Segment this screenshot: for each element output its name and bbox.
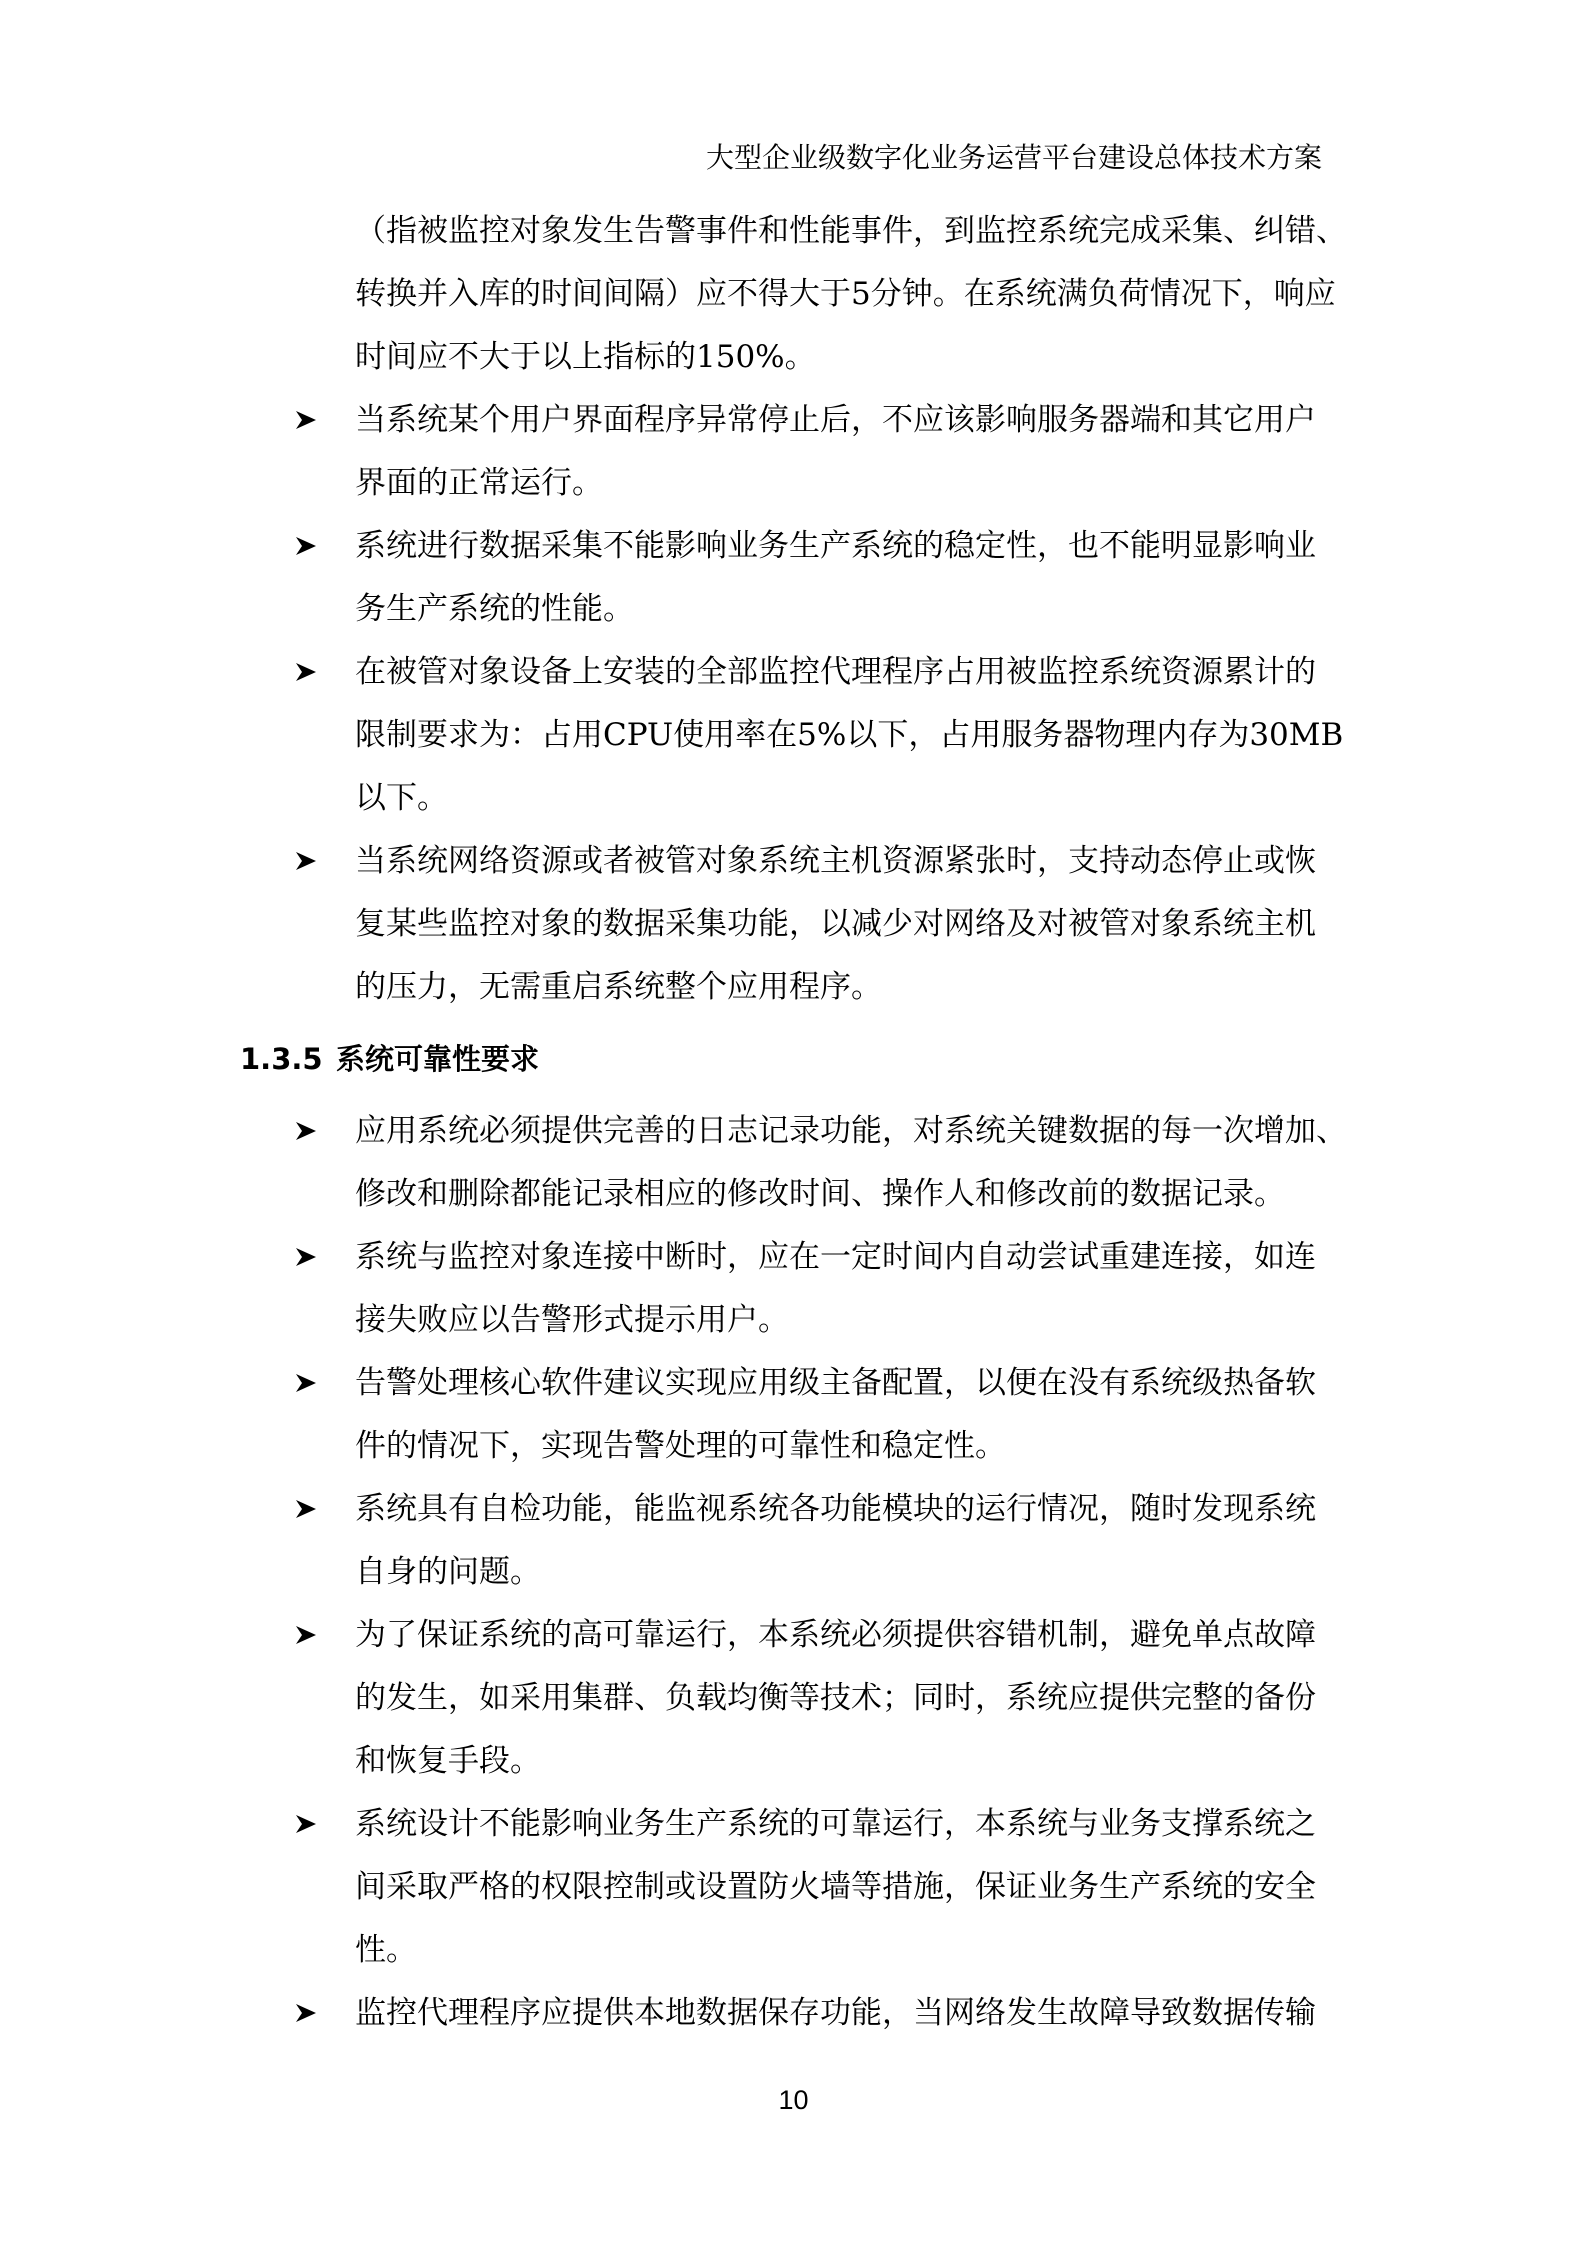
bullet-item	[355, 830, 1355, 1019]
bullet-item	[355, 1604, 1355, 1793]
arrowhead-bullet-icon	[295, 1604, 325, 1645]
page-header-title: 大型企业级数字化业务运营平台建设总体技术方案	[705, 141, 1322, 174]
arrowhead-bullet-icon	[295, 1100, 325, 1141]
bullet-item	[355, 1793, 1355, 1982]
bullet-item	[355, 1982, 1355, 2045]
bullet-line: 自身的问题。	[355, 1554, 541, 1590]
bullet-line: 和恢复手段。	[355, 1743, 541, 1779]
intro-line: 时间应不大于以上指标的150%。	[355, 339, 816, 375]
bullet-item	[355, 515, 1355, 641]
bullet-line: 间采取严格的权限控制或设置防火墙等措施，保证业务生产系统的安全	[355, 1869, 1316, 1905]
bullet-item	[355, 1352, 1355, 1478]
bullet-line: 务生产系统的性能。	[355, 591, 634, 627]
bullet-line: 界面的正常运行。	[355, 465, 603, 501]
bullet-line: 性。	[355, 1932, 417, 1968]
section-number: 1.3.5	[240, 1042, 323, 1076]
bullet-line: 修改和删除都能记录相应的修改时间、操作人和修改前的数据记录。	[355, 1176, 1285, 1212]
arrowhead-bullet-icon	[295, 830, 325, 871]
bullet-line: 为了保证系统的高可靠运行，本系统必须提供容错机制，避免单点故障	[355, 1617, 1316, 1653]
bullet-line: 复某些监控对象的数据采集功能，以减少对网络及对被管对象系统主机	[355, 906, 1316, 942]
arrowhead-bullet-icon	[295, 1982, 325, 2023]
bullet-list-performance	[355, 389, 1355, 1019]
arrowhead-bullet-icon	[295, 1793, 325, 1834]
bullet-item	[355, 1226, 1355, 1352]
intro-paragraph	[355, 200, 1355, 389]
section-heading	[240, 1028, 1355, 1091]
bullet-line: 当系统网络资源或者被管对象系统主机资源紧张时，支持动态停止或恢	[355, 843, 1316, 879]
bullet-list-reliability	[355, 1100, 1355, 2045]
arrowhead-bullet-icon	[295, 389, 325, 430]
bullet-line: 系统设计不能影响业务生产系统的可靠运行，本系统与业务支撑系统之	[355, 1806, 1316, 1842]
arrowhead-bullet-icon	[295, 641, 325, 682]
arrowhead-bullet-icon	[295, 1478, 325, 1519]
bullet-line: 的发生，如采用集群、负载均衡等技术；同时，系统应提供完整的备份	[355, 1680, 1316, 1716]
bullet-line: 的压力，无需重启系统整个应用程序。	[355, 969, 882, 1005]
arrowhead-bullet-icon	[295, 1352, 325, 1393]
section-title: 系统可靠性要求	[336, 1042, 540, 1076]
intro-line: （指被监控对象发生告警事件和性能事件，到监控系统完成采集、纠错、	[355, 213, 1347, 249]
arrowhead-bullet-icon	[295, 515, 325, 556]
bullet-line: 告警处理核心软件建议实现应用级主备配置，以便在没有系统级热备软	[355, 1365, 1316, 1401]
bullet-line: 应用系统必须提供完善的日志记录功能，对系统关键数据的每一次增加、	[355, 1113, 1347, 1149]
bullet-line: 系统进行数据采集不能影响业务生产系统的稳定性，也不能明显影响业	[355, 528, 1316, 564]
bullet-item	[355, 641, 1355, 830]
bullet-line: 在被管对象设备上安装的全部监控代理程序占用被监控系统资源累计的	[355, 654, 1316, 690]
bullet-line: 当系统某个用户界面程序异常停止后，不应该影响服务器端和其它用户	[355, 402, 1316, 438]
bullet-line: 监控代理程序应提供本地数据保存功能，当网络发生故障导致数据传输	[355, 1995, 1316, 2031]
intro-line: 转换并入库的时间间隔）应不得大于5分钟。在系统满负荷情况下，响应	[355, 276, 1336, 312]
bullet-item	[355, 1100, 1355, 1226]
page-number: 10	[778, 2085, 809, 2115]
document-body	[240, 200, 1355, 2045]
bullet-line: 限制要求为：占用CPU使用率在5%以下，占用服务器物理内存为30MB	[355, 717, 1344, 753]
bullet-item	[355, 389, 1355, 515]
arrowhead-bullet-icon	[295, 1226, 325, 1267]
bullet-line: 系统与监控对象连接中断时，应在一定时间内自动尝试重建连接，如连	[355, 1239, 1316, 1275]
bullet-line: 接失败应以告警形式提示用户。	[355, 1302, 789, 1338]
bullet-line: 以下。	[355, 780, 448, 816]
bullet-line: 系统具有自检功能，能监视系统各功能模块的运行情况，随时发现系统	[355, 1491, 1316, 1527]
bullet-item	[355, 1478, 1355, 1604]
bullet-line: 件的情况下，实现告警处理的可靠性和稳定性。	[355, 1428, 1006, 1464]
